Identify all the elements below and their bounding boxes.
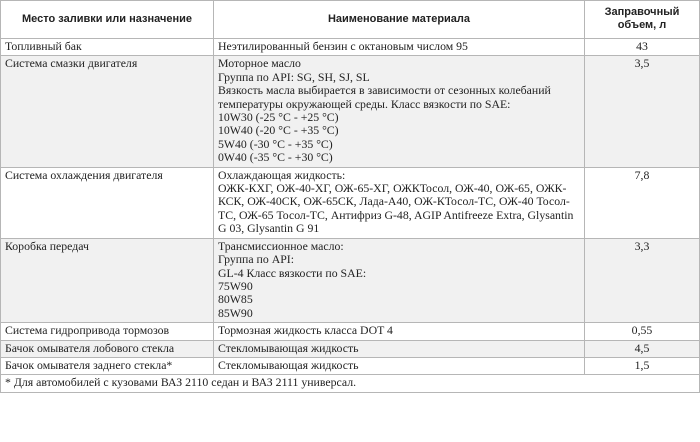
row-material [214,323,585,340]
material-line: Стекломывающая жидкость [218,357,359,372]
header-volume [585,1,700,39]
row-place: Система охлаждения двигателя [1,167,214,238]
material-line: КСК, ОЖ-40СК, ОЖ-65СК, Лада-А40, ОЖ-КТосол-ТС, ОЖ-40 Тосол- [218,194,570,209]
row-volume: 1,5 [585,357,700,374]
row-place: Коробка передач [1,238,214,322]
row-material [214,56,585,167]
header-volume-line2: объем, л [617,19,667,31]
material-line: G 03, Glysantin G 91 [218,221,320,236]
row-volume: 3,3 [585,238,700,322]
row-material [214,357,585,374]
row-volume: 3,5 [585,56,700,167]
material-line: GL-4 Класс вязкости по SAE: [218,265,367,280]
footnote: * Для автомобилей с кузовами ВАЗ 2110 седан и ВАЗ 2111 универсал. [1,375,700,392]
material-line: Вязкость масла выбирается в зависимости от сезонных колебаний [218,83,551,98]
row-volume: 7,8 [585,167,700,238]
table-row [1,357,700,374]
table-row [1,238,700,322]
material-line: Стекломывающая жидкость [218,340,359,355]
footnote-row [1,375,700,392]
row-material [214,167,585,238]
material-line: Группа по API: SG, SH, SJ, SL [218,69,370,84]
row-place: Бачок омывателя заднего стекла* [1,357,214,374]
material-line: 75W90 [218,278,253,293]
material-line: 85W90 [218,305,253,320]
row-material [214,238,585,322]
material-line: 80W85 [218,292,253,307]
material-line: ТС, ОЖ-65 Тосол-ТС, Антифриз G-48, AGIP Antifreeze Extra, Glysantin [218,207,574,222]
header-material: Наименование материала [214,1,585,39]
header-place: Место заливки или назначение [1,1,214,39]
header-row [1,1,700,39]
row-volume: 0,55 [585,323,700,340]
material-line: 10W30 (-25 °С - +25 °С) [218,110,339,125]
row-volume: 43 [585,39,700,56]
material-line: 0W40 (-35 °С - +30 °С) [218,150,333,165]
material-line: Неэтилированный бензин с октановым числом 95 [218,39,468,53]
row-place: Топливный бак [1,39,214,56]
material-line: 5W40 (-30 °С - +35 °С) [218,136,333,151]
row-volume: 4,5 [585,340,700,357]
table-row [1,39,700,56]
row-place: Система гидропривода тормозов [1,323,214,340]
material-line: температуры окружающей среды. Класс вязкости по SAE: [218,96,511,111]
row-place: Система смазки двигателя [1,56,214,167]
table-row [1,340,700,357]
material-line: 10W40 (-20 °С - +35 °С) [218,123,339,138]
material-line: Группа по API: [218,252,294,267]
header-volume-line1: Заправочный [604,6,680,18]
table-row [1,167,700,238]
row-material [214,39,585,56]
row-place: Бачок омывателя лобового стекла [1,340,214,357]
material-line: Охлаждающая жидкость: [218,167,346,182]
material-line: ОЖК-КХГ, ОЖ-40-ХГ, ОЖ-65-ХГ, ОЖКТосол, ОЖ-40, ОЖ-65, ОЖК- [218,181,567,196]
table-row [1,56,700,167]
material-line: Моторное масло [218,56,301,71]
row-material [214,340,585,357]
material-line: Трансмиссионное масло: [218,238,344,253]
material-line: Тормозная жидкость класса DOT 4 [218,323,393,338]
table-row [1,323,700,340]
